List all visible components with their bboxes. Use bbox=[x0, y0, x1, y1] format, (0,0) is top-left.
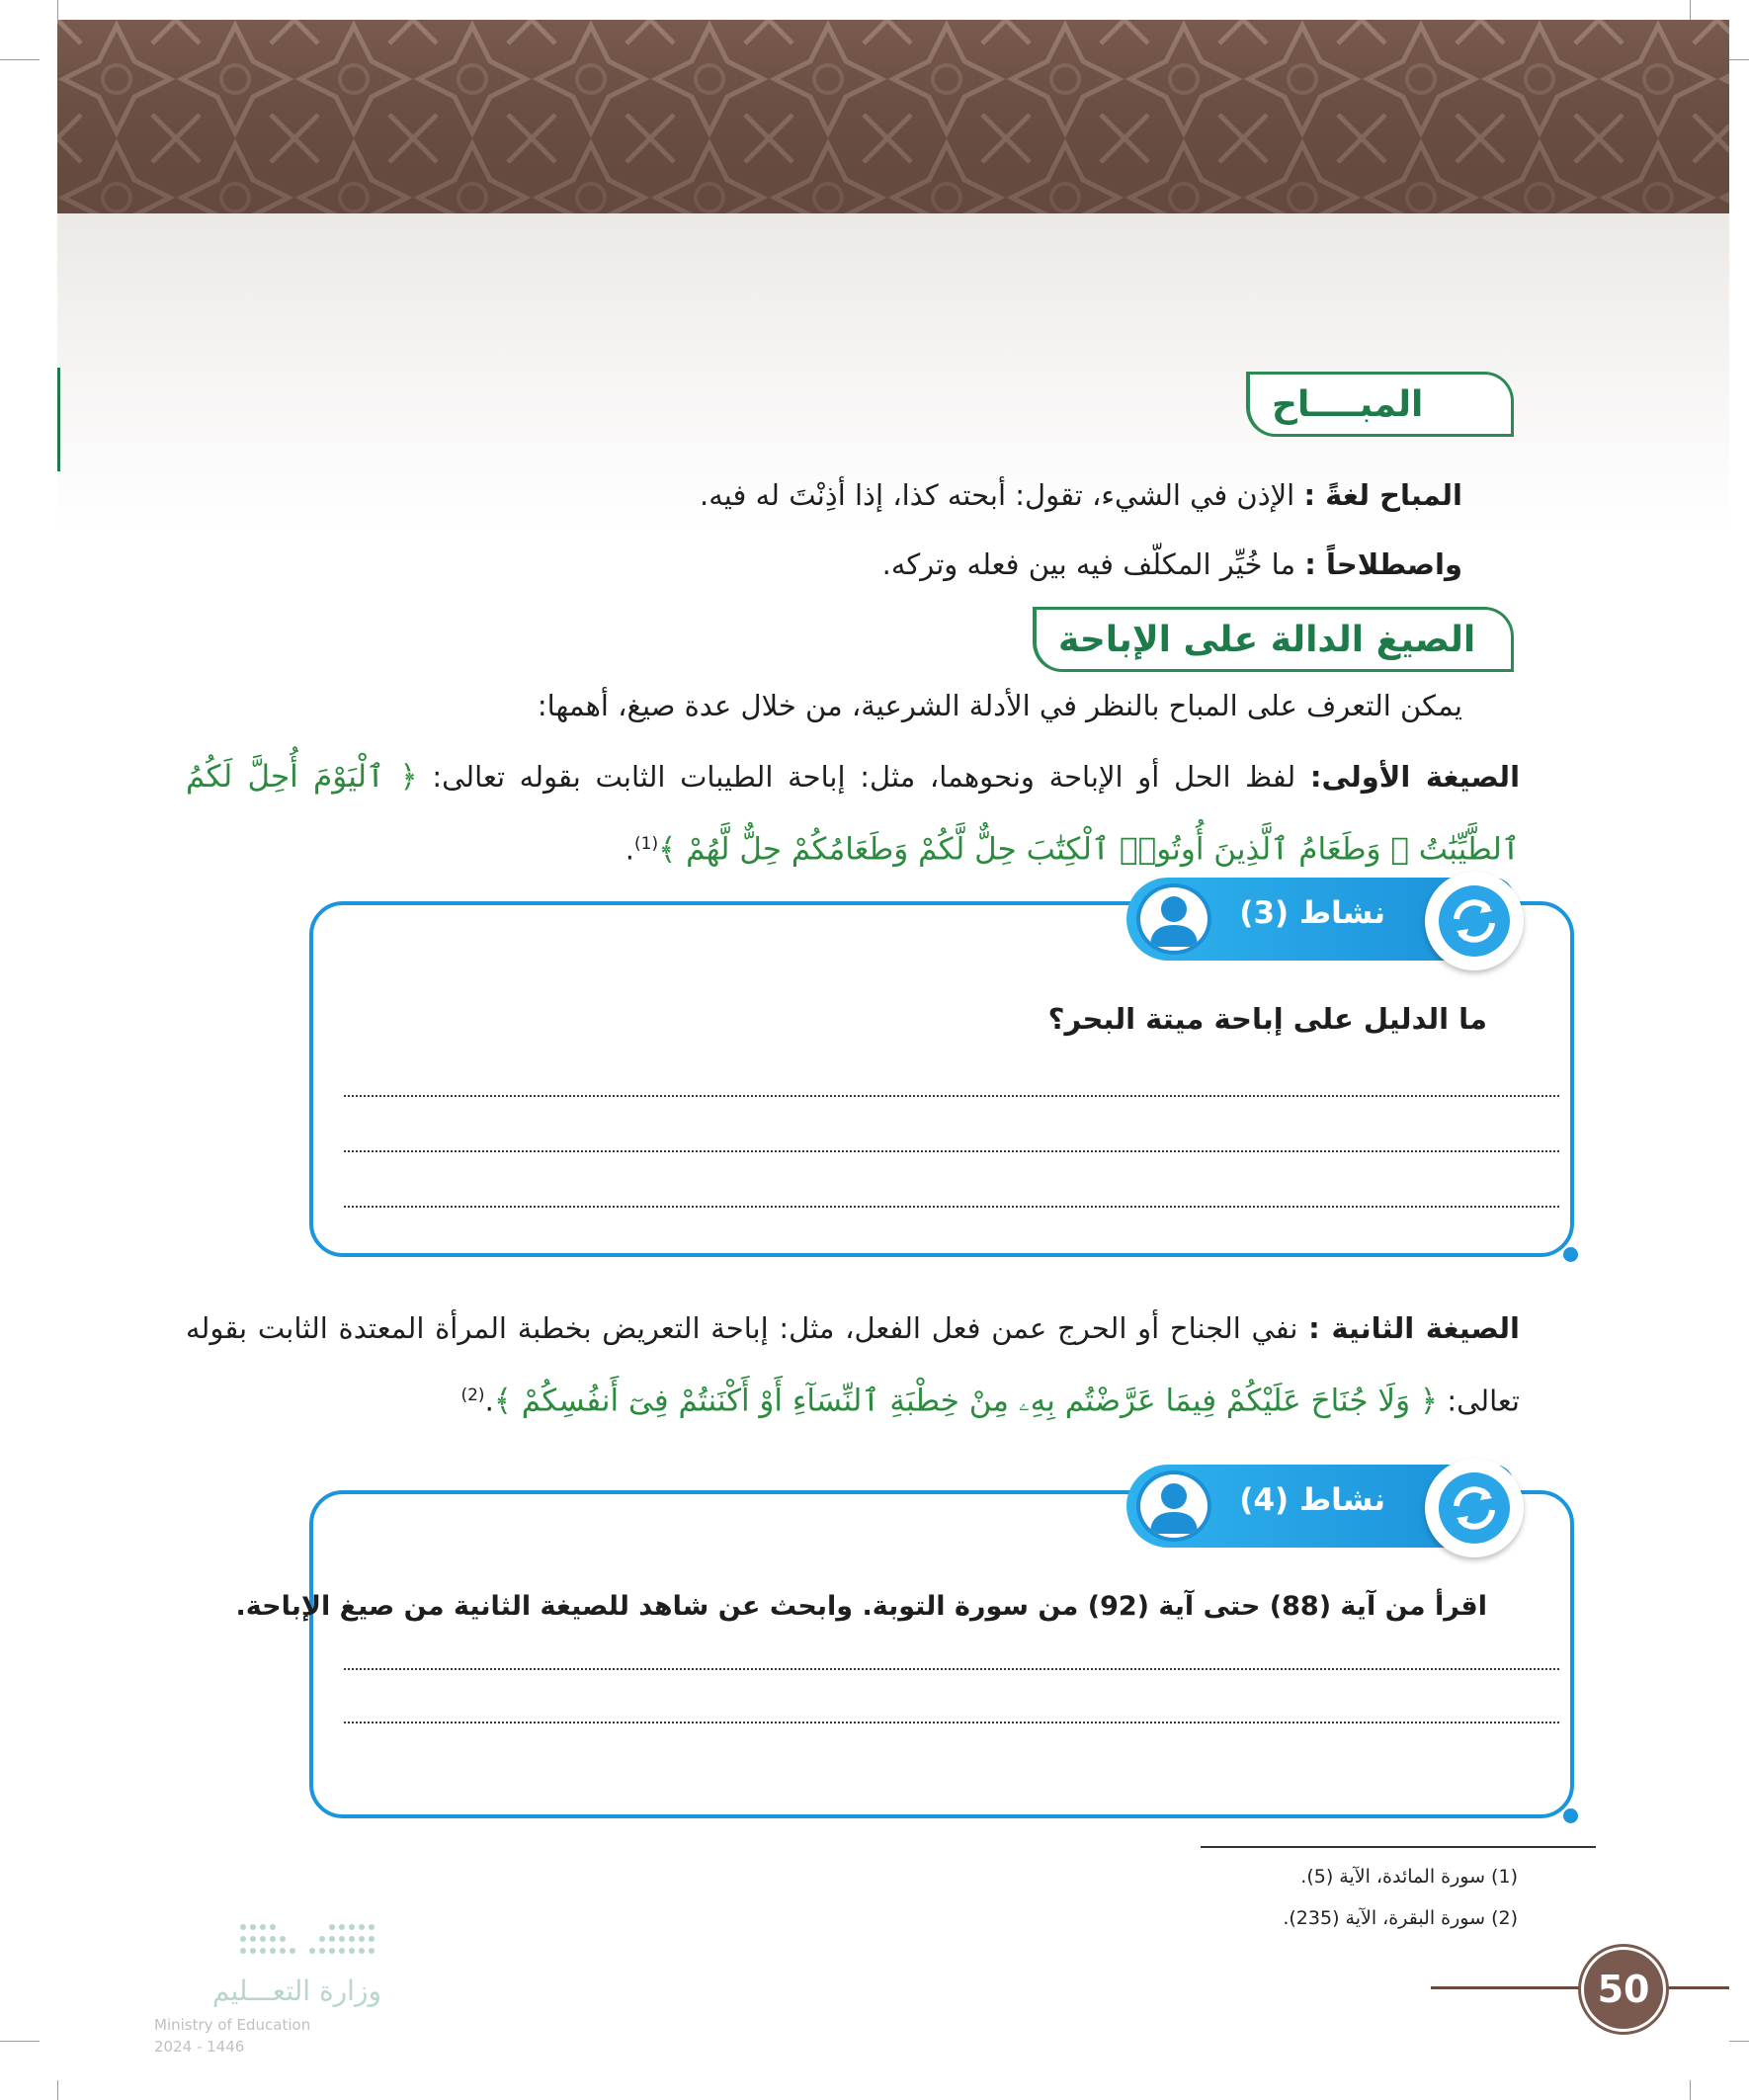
page-number-line bbox=[1431, 1986, 1579, 1989]
decorative-banner bbox=[57, 20, 1729, 213]
activity-4-tag bbox=[1126, 1465, 1514, 1548]
answer-line[interactable] bbox=[344, 1666, 1559, 1670]
second-form-paragraph bbox=[186, 1295, 1520, 1435]
answer-line[interactable] bbox=[344, 1204, 1559, 1208]
section-title-siyagh bbox=[1033, 607, 1514, 672]
refresh-icon bbox=[1425, 872, 1524, 970]
term-lugha: المباح لغةً : bbox=[1303, 478, 1462, 512]
activity-3-tag bbox=[1126, 878, 1514, 961]
ministry-name-en: Ministry of Education bbox=[154, 2016, 311, 2034]
second-form-text: نفي الجناح أو الحرج عمن فعل الفعل، مثل: إباحة التعريض بخطبة المرأة المعتدة الثابت بقوله تعالى: bbox=[186, 1311, 1520, 1418]
crop-mark bbox=[0, 2041, 40, 2042]
user-avatar-icon bbox=[1136, 1470, 1211, 1542]
geometric-pattern-icon bbox=[57, 20, 1729, 213]
text-istilah: ما خُيِّر المكلّف فيه بين فعله وتركه. bbox=[881, 547, 1296, 581]
footnote-1: (1) سورة المائدة، الآية (5). bbox=[1300, 1866, 1518, 1888]
refresh-icon bbox=[1425, 1459, 1524, 1557]
second-form-term: الصيغة الثانية : bbox=[1308, 1311, 1520, 1345]
answer-line[interactable] bbox=[344, 1720, 1559, 1723]
page-number-line bbox=[1666, 1986, 1729, 1989]
activity-line-dot bbox=[1563, 1247, 1578, 1262]
user-avatar-icon bbox=[1136, 883, 1211, 955]
answer-line[interactable] bbox=[344, 1148, 1559, 1152]
textbook-page bbox=[57, 20, 1729, 2080]
footnote-ref-2: (2) bbox=[460, 1386, 485, 1405]
section-title-text: الصيغ الدالة على الإباحة bbox=[1058, 619, 1476, 660]
ministry-year: 2024 - 1446 bbox=[154, 2038, 245, 2056]
crop-mark bbox=[0, 59, 40, 60]
footnote-ref-1: (1) bbox=[634, 834, 659, 854]
activity-line-dot bbox=[1563, 1808, 1578, 1823]
activity-3-question: ما الدليل على إباحة ميتة البحر؟ bbox=[1047, 1002, 1487, 1036]
intro-text: يمكن التعرف على المباح بالنظر في الأدلة الشرعية، من خلال عدة صيغ، أهمها: bbox=[537, 689, 1462, 722]
end-mark: . bbox=[484, 1384, 494, 1418]
first-form-text: لفظ الحل أو الإباحة ونحوهما، مثل: إباحة الطيبات الثابت بقوله تعالى: bbox=[432, 760, 1296, 794]
first-form-term: الصيغة الأولى: bbox=[1309, 760, 1521, 794]
section-title-mubah bbox=[1246, 372, 1514, 437]
ministry-name-ar: وزارة التعـــليم bbox=[211, 1974, 381, 2007]
definition-lugha bbox=[700, 477, 1462, 515]
page-number: 50 bbox=[1581, 1947, 1666, 2032]
quran-verse-baqarah: ﴿ وَلَا جُنَاحَ عَلَيْكُمْ فِيمَا عَرَّضْتُم بِهِۦ مِنْ خِطْبَةِ ٱلنِّسَآءِ أَوْ أَكْنَنتُمْ فِىٓ أَنفُسِكُمْ ﴾ bbox=[493, 1383, 1439, 1419]
ministry-logo bbox=[154, 1917, 381, 2056]
activity-4-label: نشاط (4) bbox=[1239, 1482, 1385, 1518]
section-title-text: المبــــاح bbox=[1272, 383, 1424, 425]
definition-istilah bbox=[882, 546, 1462, 584]
term-istilah: واصطلاحاً : bbox=[1304, 547, 1462, 581]
footnote-2: (2) سورة البقرة، الآية (235). bbox=[1283, 1907, 1518, 1929]
answer-line[interactable] bbox=[344, 1093, 1559, 1097]
activity-3-label: نشاط (3) bbox=[1239, 895, 1385, 931]
ministry-logo-icon bbox=[233, 1917, 381, 1967]
first-form-paragraph bbox=[186, 743, 1520, 883]
margin-rule bbox=[57, 368, 60, 471]
activity-4-question: اقرأ من آية (88) حتى آية (92) من سورة التوبة. وابحث عن شاهد للصيغة الثانية من صيغ الإباحة. bbox=[235, 1591, 1487, 1622]
text-lugha: الإذن في الشيء، تقول: أبحته كذا، إذا أذِنْتَ له فيه. bbox=[700, 478, 1295, 512]
quran-verse-maidah: ﴿ ٱلْيَوْمَ أُحِلَّ لَكُمُ ٱلطَّيِّبَٰتُ ۖ وَطَعَامُ ٱلَّذِينَ أُوتُوا۟ ٱلْكِتَٰبَ حِلٌّ لَّكُمْ وَطَعَامُكُمْ حِلٌّ لَّهُمْ ﴾ bbox=[186, 759, 1520, 868]
footnote-separator bbox=[1201, 1846, 1596, 1848]
end-mark: . bbox=[625, 832, 634, 867]
